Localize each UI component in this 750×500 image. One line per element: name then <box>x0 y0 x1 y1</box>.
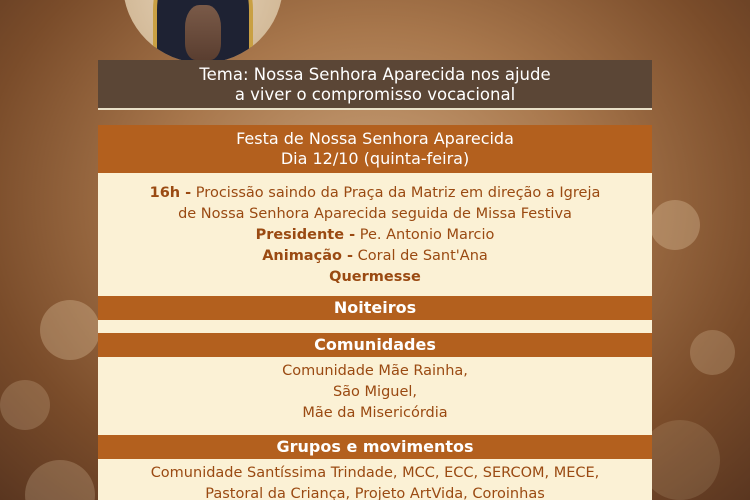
noiteiros-content <box>98 320 652 333</box>
time-label: 16h - <box>149 185 192 201</box>
list-item: Comunidade Santíssima Trindade, MCC, ECC, SERCOM, MECE, <box>150 465 600 481</box>
list-item: Pastoral da Criança, Projeto ArtVida, Coroinhas <box>205 486 545 500</box>
president-value: Pe. Antonio Marcio <box>355 227 495 243</box>
theme-banner <box>98 60 652 110</box>
quermesse-line <box>98 267 652 288</box>
president-line <box>98 225 652 246</box>
noiteiros-header: Noiteiros <box>98 296 652 320</box>
bokeh-light <box>690 330 735 375</box>
theme-line-2: a viver o compromisso vocacional <box>234 85 516 104</box>
bokeh-light <box>25 460 95 500</box>
animation-line <box>98 246 652 267</box>
program-card <box>98 125 652 500</box>
list-item: Comunidade Mãe Rainha, <box>282 363 468 379</box>
festa-header <box>98 125 652 173</box>
statue-face-shape <box>185 5 221 60</box>
bokeh-light <box>40 300 100 360</box>
list-item: São Miguel, <box>332 384 418 400</box>
president-label: Presidente - <box>255 227 356 243</box>
animation-value: Coral de Sant'Ana <box>353 248 488 264</box>
animation-label: Animação - <box>262 248 354 264</box>
program-details <box>98 173 652 288</box>
quermesse-label: Quermesse <box>329 269 421 285</box>
procession-line-1 <box>98 183 652 204</box>
theme-line-1: Tema: Nossa Senhora Aparecida nos ajude <box>199 65 551 84</box>
grupos-list <box>98 459 652 500</box>
bokeh-light <box>650 200 700 250</box>
comunidades-list <box>98 357 652 435</box>
bokeh-light <box>640 420 720 500</box>
our-lady-aparecida-image <box>123 0 283 63</box>
grupos-header: Grupos e movimentos <box>98 435 652 459</box>
procession-text-1: Procissão saindo da Praça da Matriz em direção a Igreja <box>191 185 601 201</box>
procession-line-2: de Nossa Senhora Aparecida seguida de Missa Festiva <box>178 206 572 222</box>
bokeh-light <box>0 380 50 430</box>
comunidades-header: Comunidades <box>98 333 652 357</box>
festa-date: Dia 12/10 (quinta-feira) <box>280 149 470 168</box>
festa-title: Festa de Nossa Senhora Aparecida <box>236 129 514 148</box>
list-item: Mãe da Misericórdia <box>302 405 448 421</box>
